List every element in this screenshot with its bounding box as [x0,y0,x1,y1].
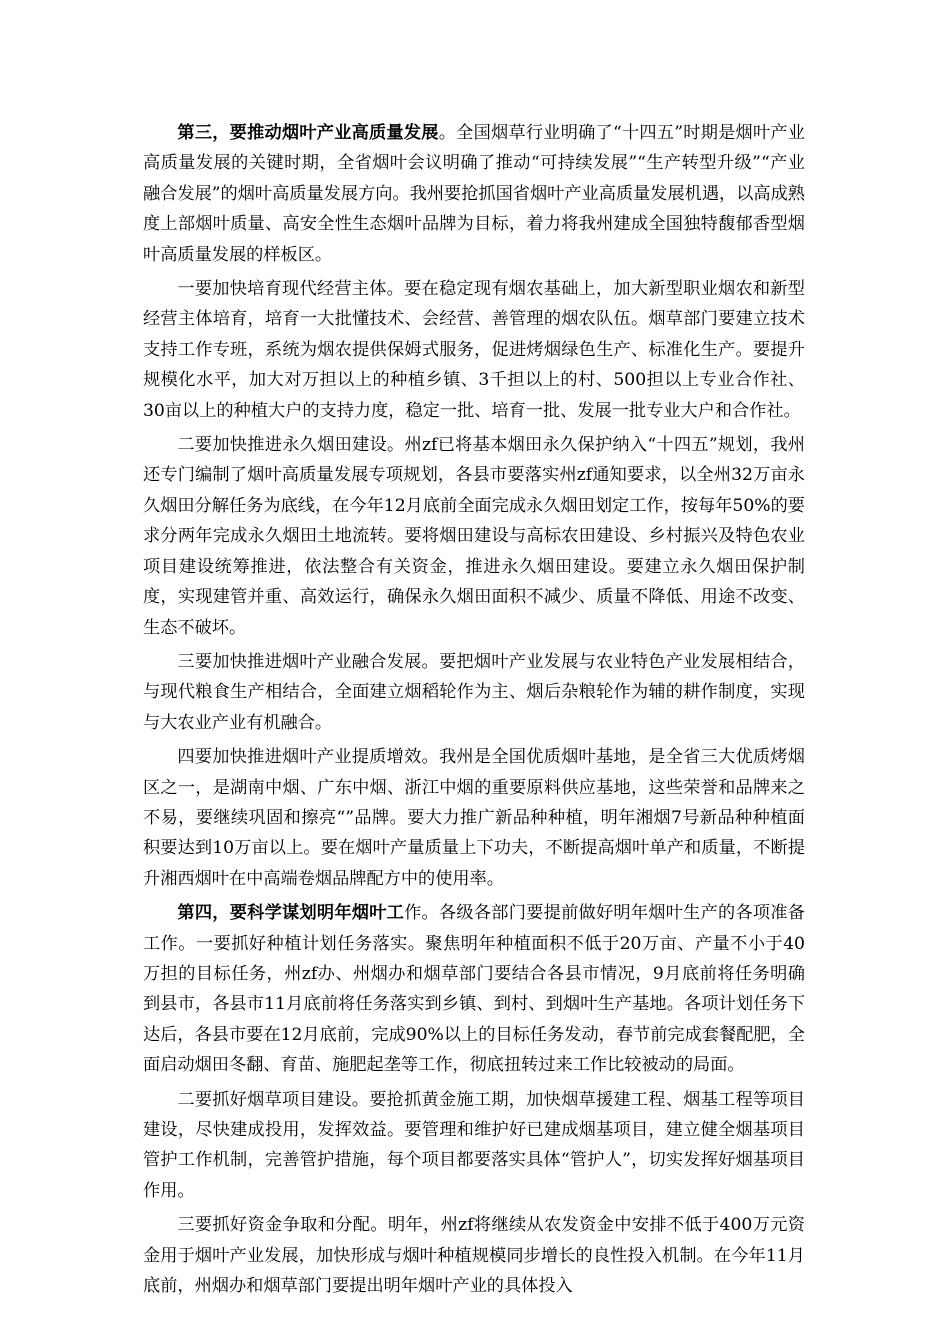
paragraph-body: 三要加快推进烟叶产业融合发展。要把烟叶产业发展与农业特色产业发展相结合，与现代粮食生产相结合，全面建立烟稻轮作为主、烟后杂粮轮作为辅的耕作制度，实现与大农业产业有机融合。 [143,651,805,733]
paragraph-quality-efficiency [143,742,805,894]
paragraph-lead-heading: 第三，要推动烟叶产业高质量发展 [177,123,439,143]
paragraph-body: 一要加快培育现代经营主体。要在稳定现有烟农基础上，加大新型职业烟农和新型经营主体培育，培育一大批懂技术、会经营、善管理的烟农队伍。烟草部门要建立技术支持工作专班，系统为烟农提供保姆式服务，促进烤烟绿色生产、标准化生产。要提升规模化水平，加大对万担以上的种植乡镇、3千担以上的村、500担以上专业合作社、30亩以上的种植大户的支持力度，稳定一批、培育一批、发展一批专业大户和合作社。 [143,279,805,421]
paragraph-modern-operators [143,274,805,426]
paragraph-body: 二要加快推进永久烟田建设。州zf已将基本烟田永久保护纳入“十四五”规划，我州还专门编制了烟叶高质量发展专项规划，各县市要落实州zf通知要求，以全州32万亩永久烟田分解任务为底线，在今年12月底前全面完成永久烟田划定工作，按每年50%的要求分两年完成永久烟田土地流转。要将烟田建设与高标农田建设、乡村振兴及特色农业项目建设统筹推进，依法整合有关资金，推进永久烟田建设。要建立永久烟田保护制度，实现建管并重、高效运行，确保永久烟田面积不减少、质量不降低、用途不改变、生态不破坏。 [143,435,805,638]
paragraph-lead-heading: 第四，要科学谋划明年烟叶工 [177,903,405,924]
document-page [143,118,805,1305]
paragraph-funding [143,1210,805,1301]
paragraph-body: 二要抓好烟草项目建设。要抢抓黄金施工期，加快烟草援建工程、烟基工程等项目建设，尽快建成投用，发挥效益。要管理和维护好已建成烟基项目，建立健全烟基项目管护工作机制，完善管护措施，每个项目都要落实具体“管护人”，切实发挥好烟基项目作用。 [143,1089,805,1201]
paragraph-body: 作。各级各部门要提前做好明年烟叶生产的各项准备工作。一要抓好种植计划任务落实。聚焦明年种植面积不低于20万亩、产量不小于40万担的目标任务，州zf办、州烟办和烟草部门要结合各县市情况，9月底前将任务明确到县市，各县市11月底前将任务落实到乡镇、到村、到烟叶生产基地。各项计划任务下达后，各县市要在12月底前，完成90%以上的目标任务发动，春节前完成套餐配肥，全面启动烟田冬翻、育苗、施肥起垄等工作，彻底扭转过来工作比较被动的局面。 [143,903,805,1076]
paragraph-third-point [143,118,805,270]
paragraph-body: 。全国烟草行业明确了“十四五”时期是烟叶产业高质量发展的关键时期，全省烟叶会议明确了推动“可持续发展”“生产转型升级”“产业融合发展”的烟叶高质量发展方向。我州要抢抓国省烟叶产业高质量发展机遇，以高成熟度上部烟叶质量、高安全性生态烟叶品牌为目标，着力将我州建成全国独特馥郁香型烟叶高质量发展的样板区。 [143,123,805,265]
paragraph-industry-integration [143,647,805,738]
paragraph-body: 四要加快推进烟叶产业提质增效。我州是全国优质烟叶基地，是全省三大优质烤烟区之一，是湖南中烟、广东中烟、浙江中烟的重要原料供应基地，这些荣誉和品牌来之不易，要继续巩固和擦亮“”品牌。要大力推广新品种种植，明年湘烟7号新品种种植面积要达到10万亩以上。要在烟叶产量质量上下功夫，不断提高烟叶单产和质量，不断提升湘西烟叶在中高端卷烟品牌配方中的使用率。 [143,747,805,889]
paragraph-project-construction [143,1085,805,1207]
paragraph-fourth-point [143,898,805,1080]
paragraph-permanent-fields [143,430,805,643]
paragraph-body: 三要抓好资金争取和分配。明年，州zf将继续从农发资金中安排不低于400万元资金用于烟叶产业发展，加快形成与烟叶种植规模同步增长的良性投入机制。在今年11月底前，州烟办和烟草部门要提出明年烟叶产业的具体投入 [143,1215,805,1297]
